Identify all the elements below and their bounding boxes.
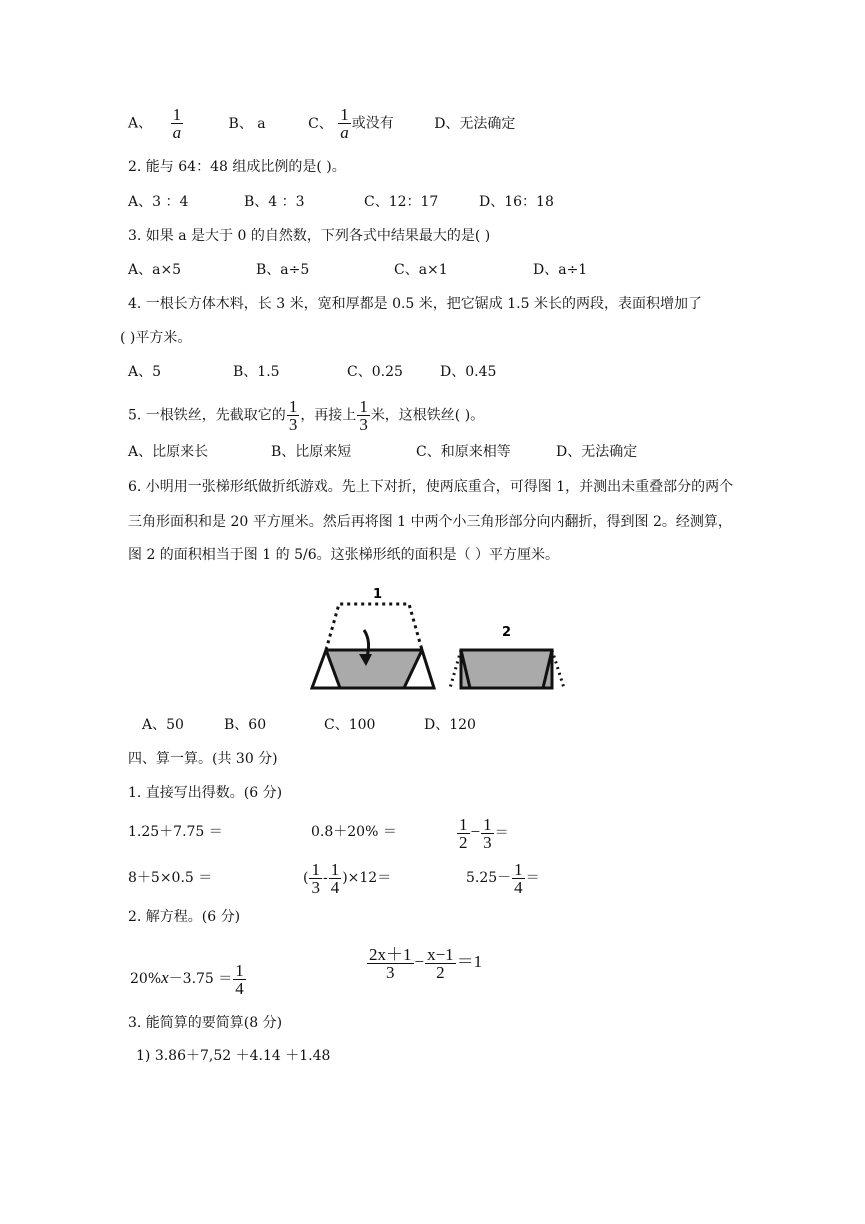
q1-options <box>128 106 515 141</box>
part-1-title: 1. 直接写出得数。(6 分) <box>128 785 283 801</box>
q5-option-d: D、无法确定 <box>556 444 638 460</box>
calc-r1c3-fraction-2: $\frac{1}{3}$ <box>483 814 492 852</box>
q1-option-c-label: C、 <box>308 115 333 132</box>
section-4-title: 四、算一算。(共 30 分) <box>128 751 278 767</box>
q3-text: 3. 如果 a 是大于 0 的自然数，下列各式中结果最大的是( ) <box>128 228 491 244</box>
q6-text-line1: 6. 小明用一张梯形纸做折纸游戏。先上下对折，使两底重合，可得图 1，并测出未重叠部分的两个 <box>128 479 734 495</box>
calc-r2c2-operator: - <box>322 870 328 886</box>
q1-option-a-label: A、 <box>128 115 153 132</box>
q4-text-line2: ( )平方米。 <box>120 330 192 346</box>
q5-text-mid: ，再接上 <box>300 407 357 424</box>
part-3-title: 3. 能简算的要简算(8 分) <box>128 1015 283 1031</box>
q5-option-b: B、比原来短 <box>271 444 352 460</box>
equation-1-mid: －3.75 ＝ <box>168 971 233 987</box>
equation-2-fraction-1: $\frac{2x+1}{3}$ <box>369 944 412 982</box>
q6-text-line2: 三角形面积和是 20 平方厘米。然后再将图 1 中两个小三角形部分向内翻折，得到图 2。经测算， <box>128 514 732 530</box>
calc-r2c3 <box>466 858 540 898</box>
q4-option-b: B、1.5 <box>233 364 280 380</box>
part-2-title: 2. 解方程。(6 分) <box>128 909 241 925</box>
equation-2-equals: ＝1 <box>456 952 483 971</box>
q4-option-c: C、0.25 <box>347 364 403 380</box>
q3-option-d: D、a÷1 <box>533 262 588 278</box>
figure-2-right-dotted-edge <box>552 650 564 688</box>
equation-2-operator: − <box>414 952 425 971</box>
q5-text-post: 米，这根铁丝( )。 <box>370 407 485 424</box>
calc-r2c3-pre: 5.25－ <box>466 870 512 886</box>
q2-option-d: D、16：18 <box>479 194 554 210</box>
calc-r1c3-equals: ＝ <box>494 825 509 841</box>
q6-text-line3: 图 2 的面积相当于图 1 的 5/6。这张梯形纸的面积是（ ）平方厘米。 <box>128 547 560 563</box>
q4-option-a: A、5 <box>128 364 162 380</box>
q5-option-c: C、和原来相等 <box>416 444 511 460</box>
q1-option-d: D、无法确定 <box>434 115 516 132</box>
calc-r2c1: 8＋5×0.5 ＝ <box>128 870 213 886</box>
calc-r1c3-operator: − <box>470 822 481 841</box>
figure-1-label: 1 <box>373 587 383 602</box>
q3-option-b: B、a÷5 <box>256 262 310 278</box>
q3-option-a: A、a×5 <box>128 262 182 278</box>
q3-option-c: C、a×1 <box>394 262 448 278</box>
q6-option-b: B、60 <box>224 717 267 733</box>
calc-r2c2-open: ( <box>303 870 309 886</box>
q2-option-a: A、3 ：4 <box>128 194 189 210</box>
q5-option-a: A、比原来长 <box>128 444 209 460</box>
calc-r2c2 <box>303 858 391 898</box>
calc-r1c1: 1.25＋7.75 ＝ <box>128 824 223 840</box>
q6-option-a: A、50 <box>142 717 184 733</box>
q6-option-d: D、120 <box>424 717 476 733</box>
calc-r1c3-fraction-1: $\frac{1}{2}$ <box>459 814 468 852</box>
calc-r2c2-close: )×12＝ <box>342 870 392 886</box>
figure-1-folded-top-outline <box>326 604 422 650</box>
equation-1-variable: x <box>161 968 169 987</box>
q4-text: 4. 一根长方体木料，长 3 米，宽和厚都是 0.5 米，把它锯成 1.5 米长的两段，表面积增加了 <box>128 296 702 312</box>
calc-r1c2: 0.8＋20% ＝ <box>311 824 397 840</box>
q2-text: 2. 能与 64：48 组成比例的是( )。 <box>128 159 346 175</box>
q1-option-b: B、 a <box>228 115 266 132</box>
q6-option-c: C、100 <box>324 717 376 733</box>
equation-1-fraction: $\frac{1}{4}$ <box>235 960 244 998</box>
simplify-item-1: 1) 3.86＋7,52 ＋4.14 ＋1.48 <box>136 1048 331 1064</box>
q5-fraction-2: $\frac{1}{3}$ <box>359 397 368 434</box>
q1-option-c-fraction: $\frac{1}{a}$ <box>340 105 349 142</box>
equation-1-pre: 20% <box>130 971 162 987</box>
q5-text-pre: 5. 一根铁丝，先截取它的 <box>128 407 286 424</box>
trapezoid-fold-figure <box>306 582 576 702</box>
q5-fraction-1: $\frac{1}{3}$ <box>288 397 298 434</box>
q5-text <box>128 398 484 433</box>
calc-r2c3-equals: ＝ <box>525 870 540 886</box>
equation-1 <box>130 958 247 999</box>
equation-2-fraction-2: $\frac{x-1}{2}$ <box>427 944 454 982</box>
calc-r1c3 <box>456 812 509 853</box>
figure-2-rectangle <box>461 650 552 688</box>
q2-option-c: C、12：17 <box>364 194 439 210</box>
q1-option-c-suffix: 或没有 <box>351 115 394 132</box>
equation-2 <box>366 940 482 985</box>
calc-r2c2-fraction-1: $\frac{1}{3}$ <box>311 859 320 897</box>
calc-r2c3-fraction: $\frac{1}{4}$ <box>514 859 523 897</box>
q4-option-d: D、0.45 <box>440 364 497 380</box>
q2-option-b: B、4 ：3 <box>244 194 305 210</box>
figure-2-left-dotted-edge <box>450 650 461 688</box>
q1-option-a-fraction: $\frac{1}{a}$ <box>172 105 182 142</box>
figure-2-label: 2 <box>502 625 512 640</box>
calc-r2c2-fraction-2: $\frac{1}{4}$ <box>330 859 340 897</box>
